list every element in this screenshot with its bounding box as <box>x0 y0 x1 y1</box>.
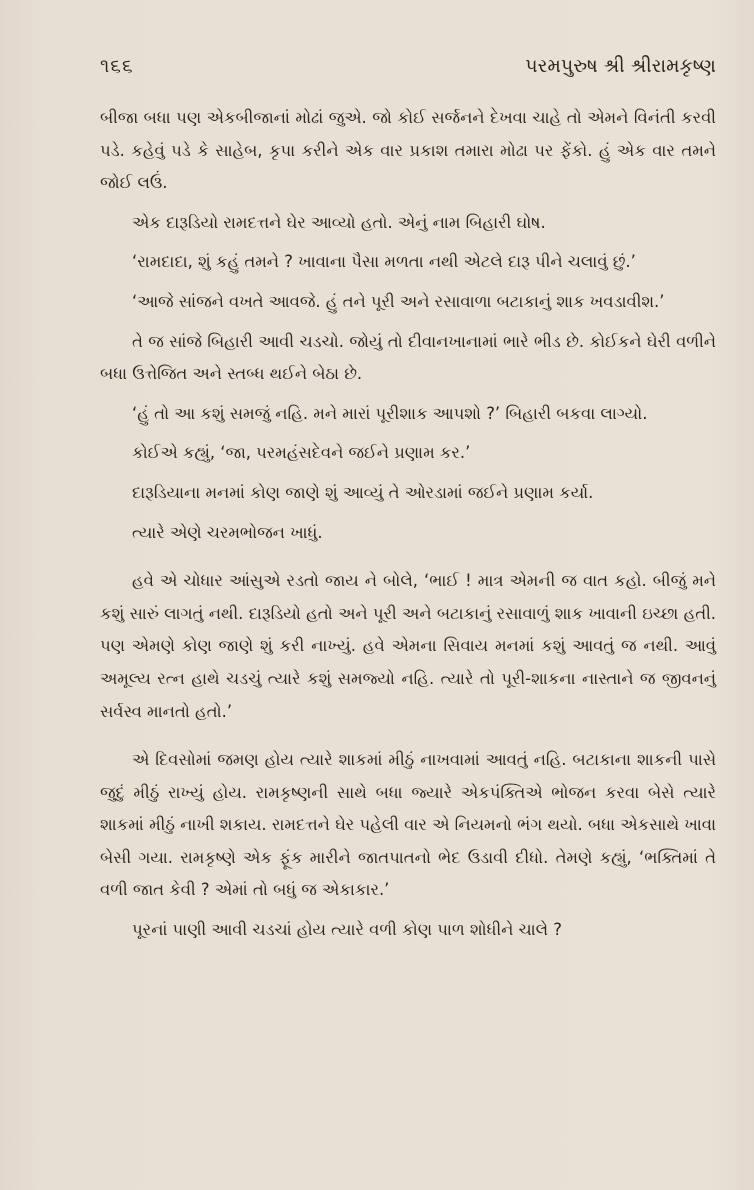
paragraph: ‘આજે સાંજને વખતે આવજે. હું તને પૂરી અને રસાવાળા બટાકાનું શાક ખવડાવીશ.’ <box>132 291 665 311</box>
paragraph: એક દારૂડિયો રામદત્તને ઘેર આવ્યો હતો. એનું નામ બિહારી ઘોષ. <box>132 212 546 232</box>
paragraph: તે જ સાંજે બિહારી આવી ચડચો. જોયું તો દીવાનખાનામાં ભારે ભીડ છે. કોઈકને ઘેરી વળીને બધા ઉત્તેજિત અને સ્તબ્ધ થઈને બેઠા છે. <box>100 331 716 384</box>
paragraph: ત્યારે એણે ચરમભોજન ખાધું. <box>132 522 323 542</box>
page-body <box>100 102 716 954</box>
paragraph: પૂરનાં પાણી આવી ચડચાં હોય ત્યારે વળી કોણ પાળ શોધીને ચાલે ? <box>132 920 562 940</box>
paragraph: કોઈએ કહ્યું, ‘જા, પરમહંસદેવને જઈને પ્રણામ કર.’ <box>132 443 471 463</box>
paragraph: એ દિવસોમાં જમણ હોય ત્યારે શાકમાં મીઠું નાખવામાં આવતું નહિ. બટાકાના શાકની પાસે જુદું મીઠું રાખ્યું હોય. રામકૃષ્ણની સાથે બધા જ્યારે એકપંક્તિએ ભોજન કરવા બેસે ત્યારે શાકમાં મીઠું નાખી શકાય. રામદત્તને ઘેર પહેલી વાર એ નિયમનો ભંગ થયો. બધા એકસાથે ખાવા બેસી ગયા. રામકૃષ્ણે એક ફૂંક મારીને જાતપાતનો ભેદ ઉડાવી દીધો. તેમણે કહ્યું, ‘ભક્તિમાં તે વળી જાત કેવી ? એમાં તો બધું જ એકાકાર.’ <box>100 750 716 900</box>
paragraph: ‘હું તો આ કશું સમજું નહિ. મને મારાં પૂરીશાક આપશો ?’ બિહારી બકવા લાગ્યો. <box>132 403 648 423</box>
paragraph: દારૂડિયાના મનમાં કોણ જાણે શું આવ્યું તે ઓરડામાં જઈને પ્રણામ કર્યા. <box>132 482 594 502</box>
paragraph: ‘રામદાદા, શું કહું તમને ? ખાવાના પૈસા મળતા નથી એટલે દારૂ પીને ચલાવું છું.’ <box>132 252 636 272</box>
page-header <box>100 55 716 85</box>
page-number: ૧૬૬ <box>100 55 134 77</box>
paragraph: બીજા બધા પણ એકબીજાનાં મોઢાં જુએ. જો કોઈ સર્જનને દેખવા ચાહે તો એમને વિનંતી કરવી પડે. કહેવું પડે કે સાહેબ, કૃપા કરીને એક વાર પ્રકાશ તમારા મોઢા પર ફેંકો. હું એક વાર તમને જોઈ લઉં. <box>100 108 716 193</box>
paragraph: હવે એ ચોધાર આંસુએ રડતો જાય ને બોલે, ‘ભાઈ ! માત્ર એમની જ વાત કહો. બીજું મને કશું સારું લાગતું નથી. દારૂડિયો હતો અને પૂરી અને બટાકાનું રસાવાળું શાક ખાવાની ઇચ્છા હતી. પણ એમણે કોણ જાણે શું કરી નાખ્યું. હવે એમના સિવાય મનમાં કશું આવતું જ નથી. આવું અમૂલ્ય રત્ન હાથે ચડચું ત્યારે કશું સમજ્યો નહિ. ત્યારે તો પૂરી-શાકના નાસ્તાને જ જીવનનું સર્વસ્વ માનતો હતો.’ <box>100 571 716 721</box>
running-title: પરમપુરુષ શ્રી શ્રીરામકૃષ્ણ <box>525 55 716 77</box>
